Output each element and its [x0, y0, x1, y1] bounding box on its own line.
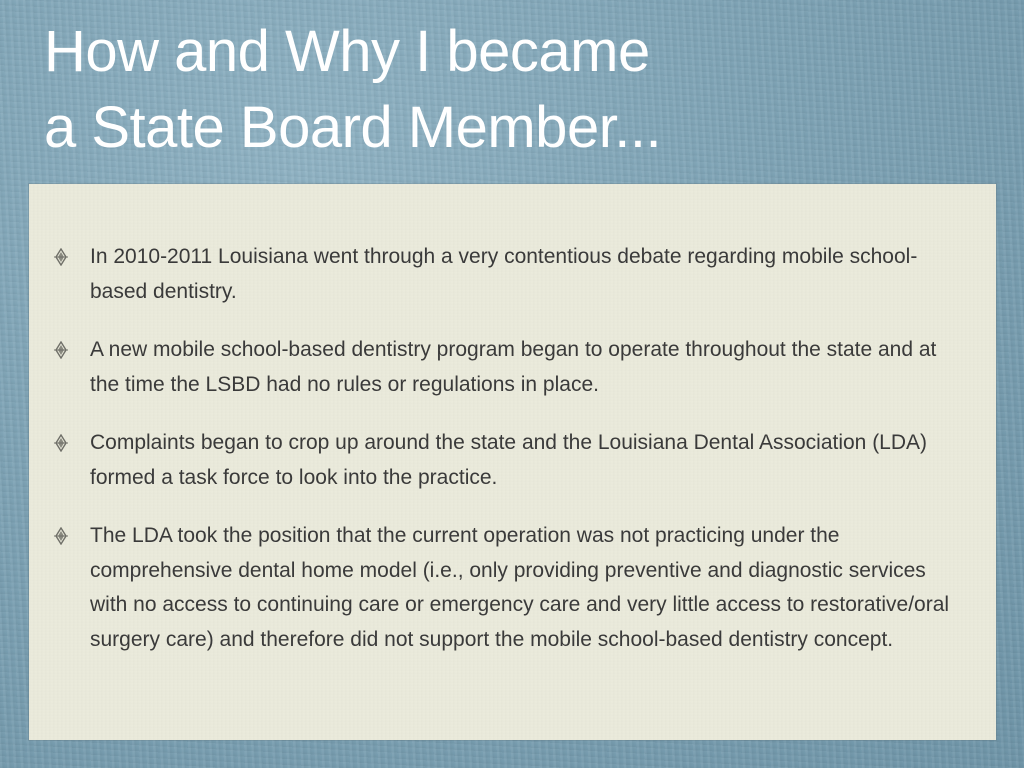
content-panel [29, 184, 996, 740]
bullet-item [29, 426, 996, 495]
bullet-item [29, 519, 996, 657]
diamond-bullet-icon [53, 434, 69, 452]
slide-title-line-1: How and Why I became [44, 19, 650, 84]
bullet-item [29, 240, 996, 309]
bullet-text: In 2010-2011 Louisiana went through a very contentious debate regarding mobile school-based dentistry. [90, 245, 918, 303]
bullet-text: The LDA took the position that the current operation was not practicing under the comprehensive dental home model (i.e., only providing preventive and diagnostic services with no access to continuing care or emergency care and very little access to restorative/oral surgery care) and therefore did not support the mobile school-based dentistry concept. [90, 524, 950, 651]
diamond-bullet-icon [53, 527, 69, 545]
bullet-list [29, 240, 996, 681]
slide-title-line-2: a State Board Member... [44, 95, 662, 160]
diamond-bullet-icon [53, 248, 69, 266]
bullet-item [29, 333, 996, 402]
diamond-bullet-icon [53, 341, 69, 359]
bullet-text: A new mobile school-based dentistry program began to operate throughout the state and at the time the LSBD had no rules or regulations in place. [90, 338, 937, 396]
slide-title [44, 14, 984, 166]
bullet-text: Complaints began to crop up around the state and the Louisiana Dental Association (LDA) formed a task force to look into the practice. [90, 431, 928, 489]
